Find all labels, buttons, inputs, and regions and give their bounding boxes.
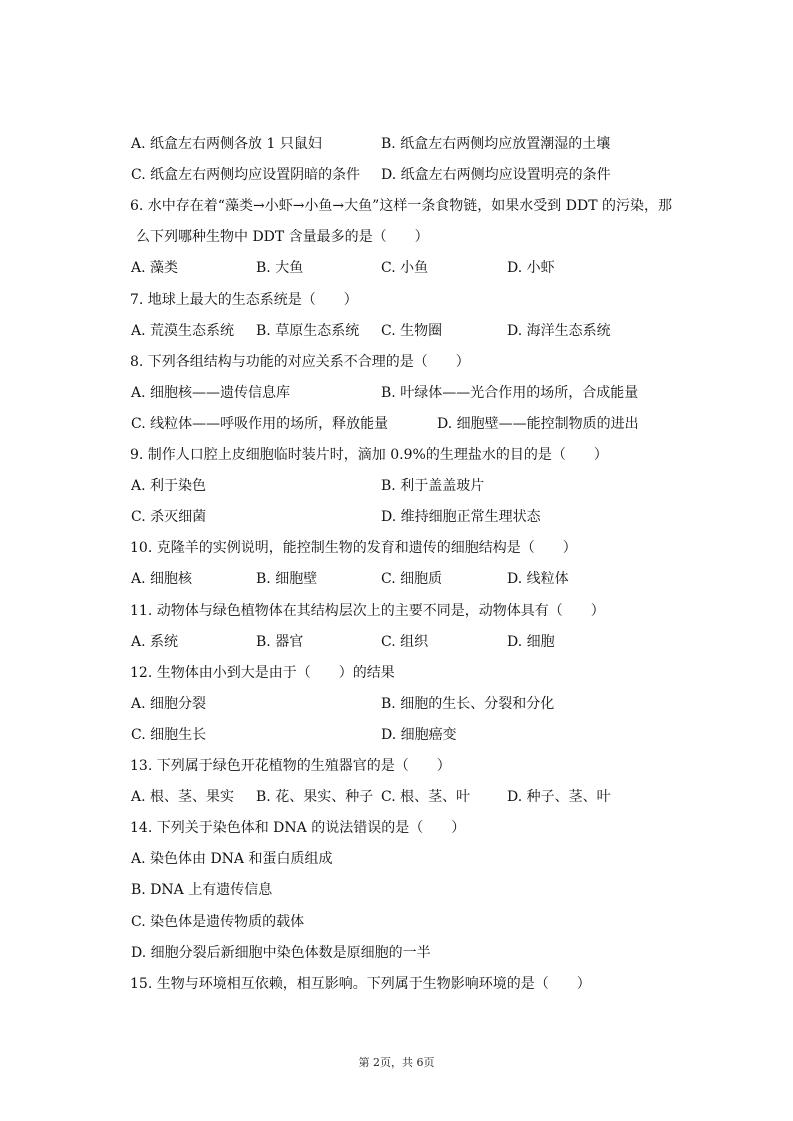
question-stem: 7. 地球上最大的生态系统是（ ） <box>130 292 358 308</box>
answer-option: C. 染色体是遗传物质的载体 <box>131 914 305 930</box>
answer-option: A. 染色体由 DNA 和蛋白质组成 <box>131 851 333 867</box>
answer-option: D. 维持细胞正常生理状态 <box>381 509 541 525</box>
question-stem: 13. 下列属于绿色开花植物的生殖器官的是（ ） <box>130 758 451 774</box>
answer-option: D. 线粒体 <box>507 571 569 587</box>
answer-option: C. 细胞生长 <box>131 727 207 743</box>
answer-option: A. 细胞核——遗传信息库 <box>131 385 291 401</box>
answer-option: C. 细胞质 <box>381 571 443 587</box>
answer-option: C. 生物圈 <box>381 323 443 339</box>
answer-option: A. 藻类 <box>131 260 179 276</box>
question-stem: 14. 下列关于染色体和 DNA 的说法错误的是（ ） <box>130 820 466 836</box>
question-stem: 15. 生物与环境相互依赖，相互影响。下列属于生物影响环境的是（ ） <box>130 976 591 992</box>
answer-option: B. 大鱼 <box>256 260 304 276</box>
answer-option: B. 纸盒左右两侧均应放置潮湿的土壤 <box>381 136 611 152</box>
answer-option: D. 细胞分裂后新细胞中染色体数是原细胞的一半 <box>131 945 431 961</box>
answer-option: B. 器官 <box>256 634 304 650</box>
answer-option: A. 荒漠生态系统 <box>131 323 235 339</box>
answer-option: C. 杀灭细菌 <box>131 509 207 525</box>
answer-option: A. 系统 <box>131 634 179 650</box>
answer-option: D. 小虾 <box>507 260 555 276</box>
answer-option: B. 花、果实、种子 <box>256 789 374 805</box>
question-stem: 6. 水中存在着“藻类→小虾→小鱼→大鱼”这样一条食物链，如果水受到 DDT 的污染，那 <box>130 198 672 214</box>
answer-option: D. 细胞癌变 <box>381 727 457 743</box>
answer-option: C. 纸盒左右两侧均应设置阴暗的条件 <box>131 167 361 183</box>
answer-option: A. 利于染色 <box>131 478 207 494</box>
page-footer: 第 2页，共 6页 <box>358 1056 435 1069</box>
answer-option: D. 细胞 <box>507 634 555 650</box>
answer-option: B. 叶绿体——光合作用的场所，合成能量 <box>381 385 639 401</box>
answer-option: A. 细胞核 <box>131 571 193 587</box>
question-stem: 8. 下列各组结构与功能的对应关系不合理的是（ ） <box>130 354 470 370</box>
question-stem: 9. 制作人口腔上皮细胞临时装片时，滴加 0.9%的生理盐水的目的是（ ） <box>130 447 608 463</box>
answer-option: A. 细胞分裂 <box>131 696 207 712</box>
answer-option: C. 线粒体——呼吸作用的场所，释放能量 <box>131 416 389 432</box>
answer-option: D. 细胞壁——能控制物质的进出 <box>437 416 639 432</box>
answer-option: B. 细胞壁 <box>256 571 318 587</box>
question-stem-continued: 么下列哪种生物中 DDT 含量最多的是（ ） <box>136 229 429 245</box>
question-stem: 10. 克隆羊的实例说明，能控制生物的发育和遗传的细胞结构是（ ） <box>130 540 577 556</box>
answer-option: C. 组织 <box>381 634 429 650</box>
answer-option: B. 利于盖盖玻片 <box>381 478 485 494</box>
question-stem: 12. 生物体由小到大是由于（ ）的结果 <box>130 665 395 681</box>
answer-option: A. 纸盒左右两侧各放 1 只鼠妇 <box>131 136 322 152</box>
answer-option: D. 纸盒左右两侧均应设置明亮的条件 <box>381 167 611 183</box>
answer-option: B. 草原生态系统 <box>256 323 360 339</box>
answer-option: B. 细胞的生长、分裂和分化 <box>381 696 555 712</box>
answer-option: D. 海洋生态系统 <box>507 323 611 339</box>
answer-option: D. 种子、茎、叶 <box>507 789 611 805</box>
answer-option: C. 小鱼 <box>381 260 429 276</box>
answer-option: B. DNA 上有遗传信息 <box>131 882 273 898</box>
question-stem: 11. 动物体与绿色植物体在其结构层次上的主要不同是，动物体具有（ ） <box>130 603 605 619</box>
answer-option: A. 根、茎、果实 <box>131 789 235 805</box>
answer-option: C. 根、茎、叶 <box>381 789 471 805</box>
